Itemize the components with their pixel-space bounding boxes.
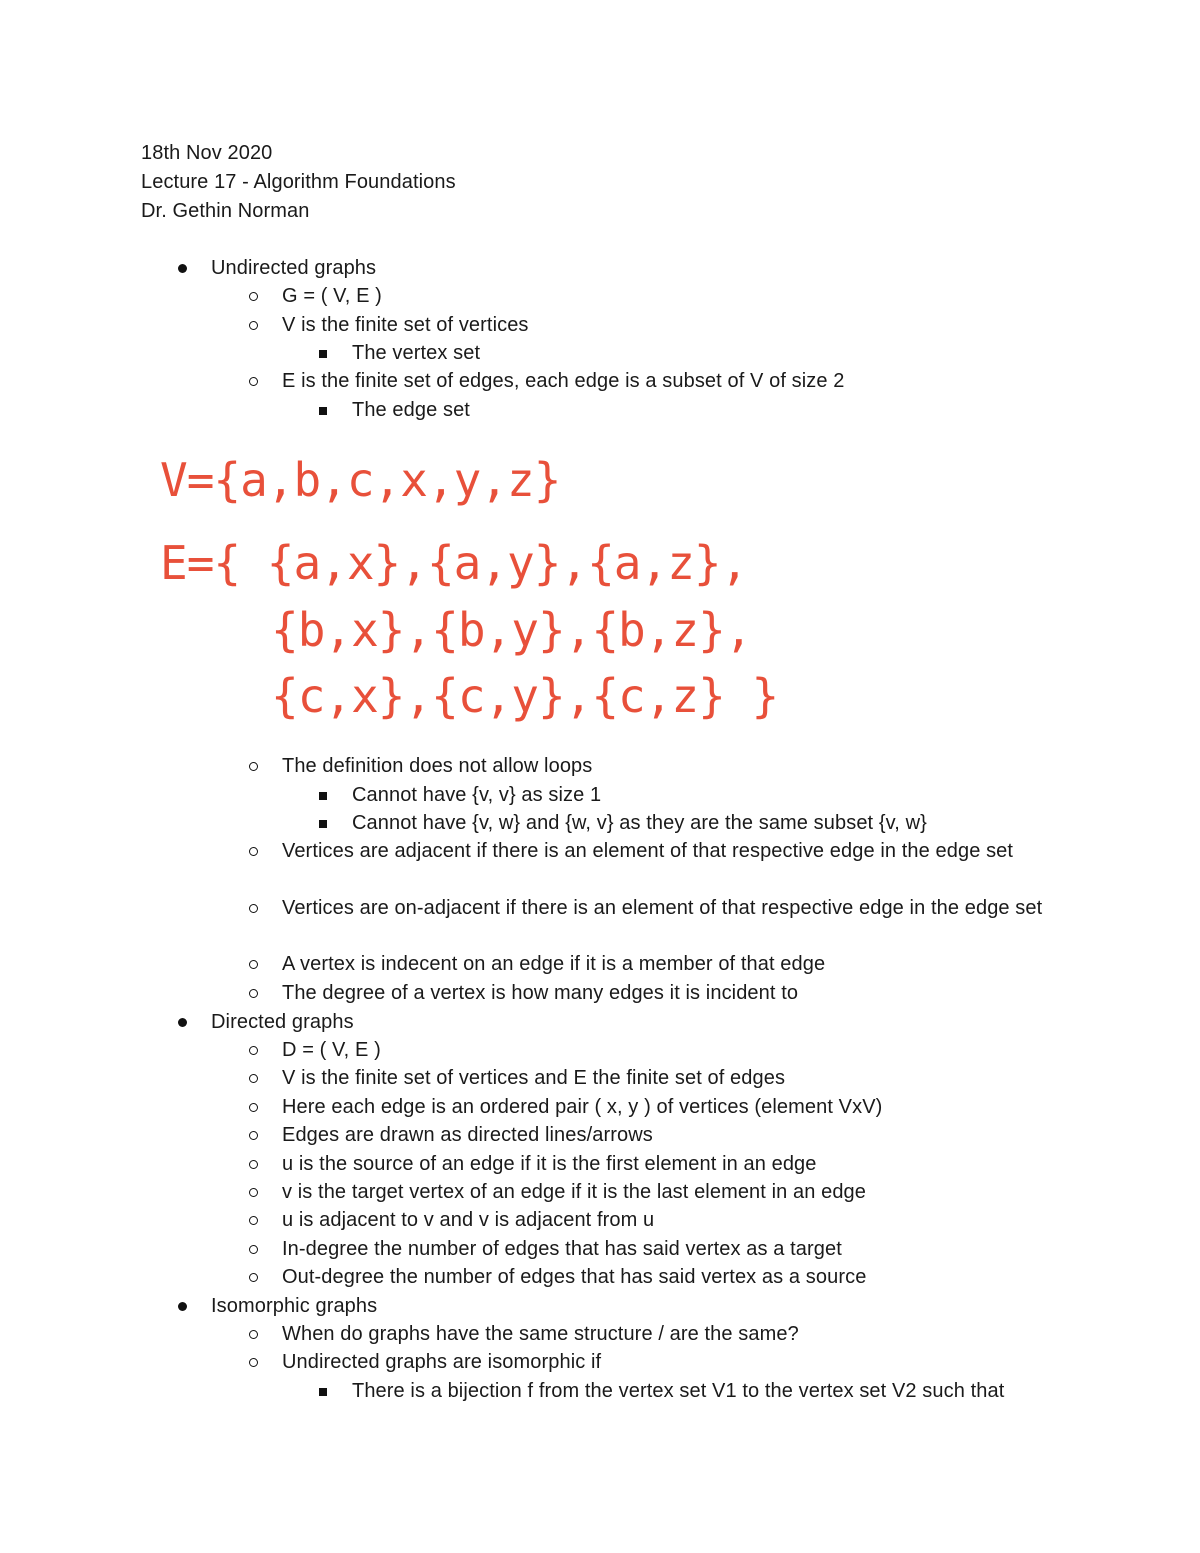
bullet-square-icon — [319, 1388, 327, 1396]
bullet-circle-icon — [249, 1103, 258, 1112]
list-item: Vertices are adjacent if there is an element of that respective edge in the edge set — [282, 840, 1014, 862]
bullet-square-icon — [319, 792, 327, 800]
lecture-title: Lecture 17 - Algorithm Foundations — [141, 171, 456, 193]
list-item: The degree of a vertex is how many edges it is incident to — [282, 982, 799, 1004]
section-isomorphic-title: Isomorphic graphs — [211, 1295, 378, 1317]
bullet-dot-icon — [178, 264, 187, 273]
list-item: The vertex set — [352, 342, 481, 364]
bullet-dot-icon — [178, 1018, 187, 1027]
list-item: When do graphs have the same structure / are the same? — [282, 1323, 799, 1345]
bullet-circle-icon — [249, 960, 258, 969]
bullet-square-icon — [319, 820, 327, 828]
bullet-circle-icon — [249, 1188, 258, 1197]
list-item: Out-degree the number of edges that has said vertex as a source — [282, 1266, 867, 1288]
list-item: V is the finite set of vertices — [282, 314, 529, 336]
bullet-circle-icon — [249, 762, 258, 771]
bullet-circle-icon — [249, 377, 258, 386]
bullet-square-icon — [319, 350, 327, 358]
bullet-circle-icon — [249, 1358, 258, 1367]
list-item: v is the target vertex of an edge if it is the last element in an edge — [282, 1181, 867, 1203]
list-item: Cannot have {v, v} as size 1 — [352, 784, 602, 806]
bullet-circle-icon — [249, 1216, 258, 1225]
bullet-circle-icon — [249, 989, 258, 998]
bullet-circle-icon — [249, 321, 258, 330]
date-line: 18th Nov 2020 — [141, 142, 273, 164]
bullet-circle-icon — [249, 1245, 258, 1254]
list-item: In-degree the number of edges that has said vertex as a target — [282, 1238, 842, 1260]
list-item: Edges are drawn as directed lines/arrows — [282, 1124, 653, 1146]
list-item: D = ( V, E ) — [282, 1039, 381, 1061]
vertex-set-text: V={a,b,c,x,y,z} — [160, 453, 561, 507]
list-item: A vertex is indecent on an edge if it is a member of that edge — [282, 953, 826, 975]
bullet-circle-icon — [249, 1131, 258, 1140]
list-item: u is adjacent to v and v is adjacent from u — [282, 1209, 655, 1231]
bullet-circle-icon — [249, 847, 258, 856]
bullet-circle-icon — [249, 1330, 258, 1339]
bullet-circle-icon — [249, 904, 258, 913]
list-item: The definition does not allow loops — [282, 755, 593, 777]
edge-set-text-line2: {b,x},{b,y},{b,z}, — [271, 603, 752, 657]
list-item: Vertices are on-adjacent if there is an element of that respective edge in the edge set — [282, 897, 1043, 919]
bullet-circle-icon — [249, 1074, 258, 1083]
edge-set-text-line1: E={ {a,x},{a,y},{a,z}, — [160, 536, 748, 590]
bullet-circle-icon — [249, 1160, 258, 1169]
list-item: There is a bijection f from the vertex set V1 to the vertex set V2 such that — [352, 1380, 1005, 1402]
section-undirected-title: Undirected graphs — [211, 257, 377, 279]
bullet-square-icon — [319, 407, 327, 415]
list-item: Cannot have {v, w} and {w, v} as they are the same subset {v, w} — [352, 812, 927, 834]
list-item: Undirected graphs are isomorphic if — [282, 1351, 602, 1373]
list-item: u is the source of an edge if it is the first element in an edge — [282, 1153, 817, 1175]
list-item: The edge set — [352, 399, 470, 421]
bullet-dot-icon — [178, 1302, 187, 1311]
list-item: V is the finite set of vertices and E the finite set of edges — [282, 1067, 786, 1089]
list-item: E is the finite set of edges, each edge is a subset of V of size 2 — [282, 370, 845, 392]
section-directed-title: Directed graphs — [211, 1011, 354, 1033]
edge-set-text-line3: {c,x},{c,y},{c,z} } — [271, 669, 779, 723]
list-item: G = ( V, E ) — [282, 285, 382, 307]
bullet-circle-icon — [249, 1046, 258, 1055]
list-item: Here each edge is an ordered pair ( x, y ) of vertices (element VxV) — [282, 1096, 883, 1118]
bullet-circle-icon — [249, 292, 258, 301]
author-line: Dr. Gethin Norman — [141, 200, 310, 222]
bullet-circle-icon — [249, 1273, 258, 1282]
